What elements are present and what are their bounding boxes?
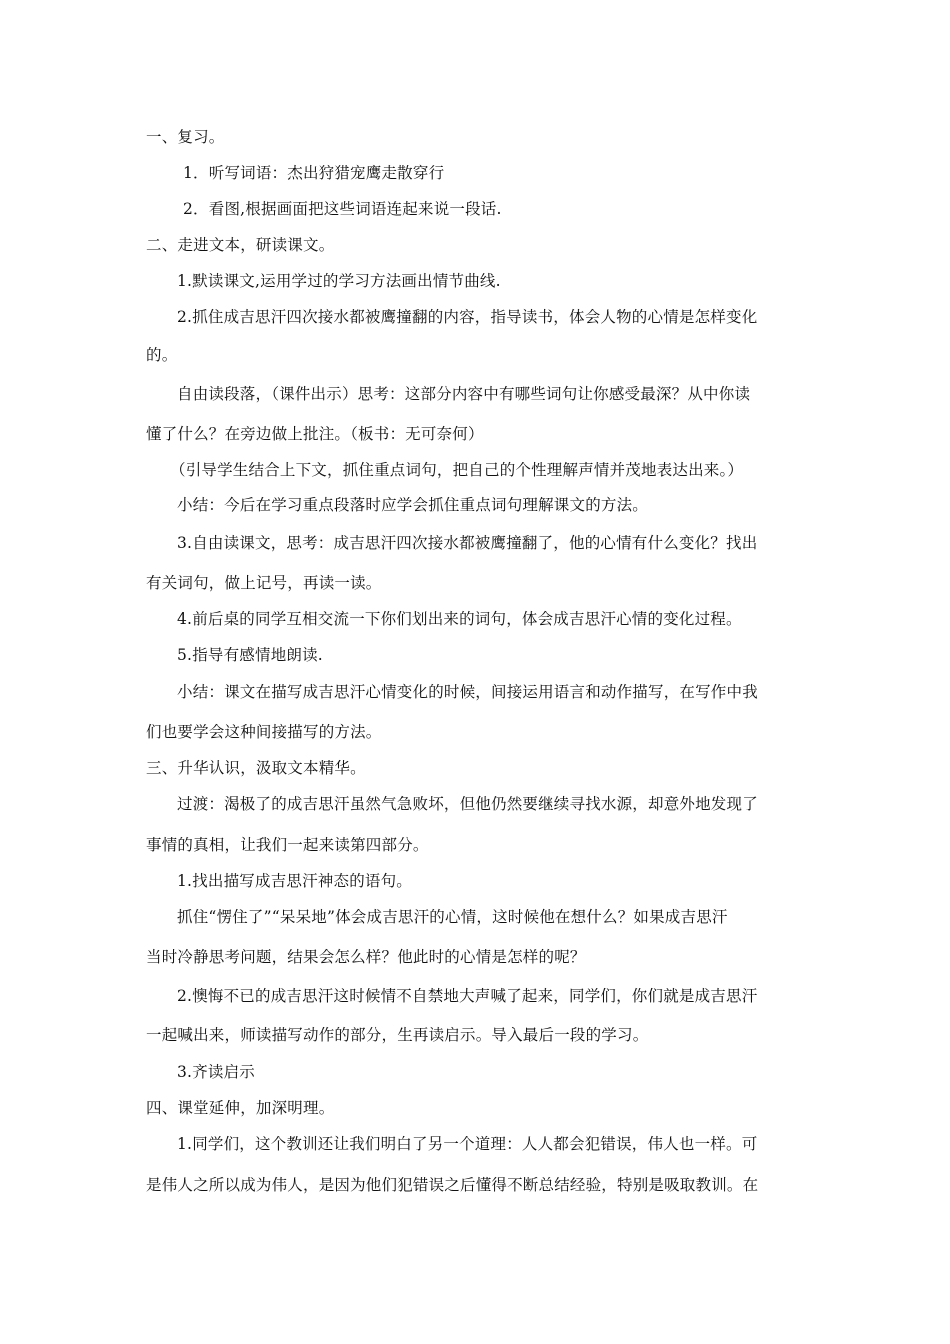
paragraph-line: 1.默读课文,运用学过的学习方法画出情节曲线. (177, 272, 501, 290)
paragraph-line: （引导学生结合上下文，抓住重点词句，把自己的个性理解声情并茂地表达出来。） (170, 461, 744, 479)
paragraph-line: 4.前后桌的同学互相交流一下你们划出来的词句，体会成吉思汗心情的变化过程。 (177, 610, 742, 628)
paragraph-line: 们也要学会这种间接描写的方法。 (146, 723, 382, 741)
paragraph-line: 事情的真相，让我们一起来读第四部分。 (146, 836, 429, 854)
paragraph-line: 的。 (146, 346, 178, 364)
paragraph-line: 自由读段落，（课件出示）思考：这部分内容中有哪些词句让你感受最深？从中你读 (177, 385, 751, 403)
paragraph-line: 一起喊出来，师读描写动作的部分，生再读启示。导入最后一段的学习。 (146, 1026, 649, 1044)
paragraph-line: 1.找出描写成吉思汗神态的语句。 (177, 872, 412, 890)
paragraph-line: 1．听写词语：杰出狩猎宠鹰走散穿行 (183, 164, 445, 182)
paragraph-line: 当时冷静思考问题，结果会怎么样？他此时的心情是怎样的呢？ (146, 948, 586, 966)
section-heading-extend: 四、课堂延伸，加深明理。 (146, 1099, 335, 1117)
section-heading-study: 二、走进文本，研读课文。 (146, 236, 335, 254)
paragraph-line: 小结：课文在描写成吉思汗心情变化的时候，间接运用语言和动作描写，在写作中我 (177, 683, 758, 701)
paragraph-line: 3.齐读启示 (177, 1063, 255, 1081)
paragraph-line: 2.抓住成吉思汗四次接水都被鹰撞翻的内容，指导读书，体会人物的心情是怎样变化 (177, 308, 758, 326)
paragraph-line: 小结：今后在学习重点段落时应学会抓住重点词句理解课文的方法。 (177, 496, 649, 514)
paragraph-line: 3.自由读课文，思考：成吉思汗四次接水都被鹰撞翻了，他的心情有什么变化？找出 (177, 534, 758, 552)
paragraph-line: 过渡：渴极了的成吉思汗虽然气急败坏，但他仍然要继续寻找水源，却意外地发现了 (177, 795, 758, 813)
paragraph-line: 5.指导有感情地朗读. (177, 646, 323, 664)
section-heading-elevate: 三、升华认识，汲取文本精华。 (146, 759, 366, 777)
paragraph-line: 是伟人之所以成为伟人，是因为他们犯错误之后懂得不断总结经验，特别是吸取教训。在 (146, 1176, 759, 1194)
paragraph-line: 1.同学们，这个教训还让我们明白了另一个道理：人人都会犯错误，伟人也一样。可 (177, 1135, 758, 1153)
section-heading-review: 一、复习。 (146, 128, 225, 146)
paragraph-line: 抓住“愣住了”“呆呆地”体会成吉思汗的心情，这时候他在想什么？如果成吉思汗 (177, 908, 728, 926)
paragraph-line: 懂了什么？在旁边做上批注。（板书：无可奈何） (146, 425, 484, 443)
paragraph-line: 有关词句，做上记号，再读一读。 (146, 574, 382, 592)
paragraph-line: 2．看图,根据画面把这些词语连起来说一段话. (183, 200, 502, 218)
paragraph-line: 2.懊悔不已的成吉思汗这时候情不自禁地大声喊了起来，同学们，你们就是成吉思汗 (177, 987, 758, 1005)
